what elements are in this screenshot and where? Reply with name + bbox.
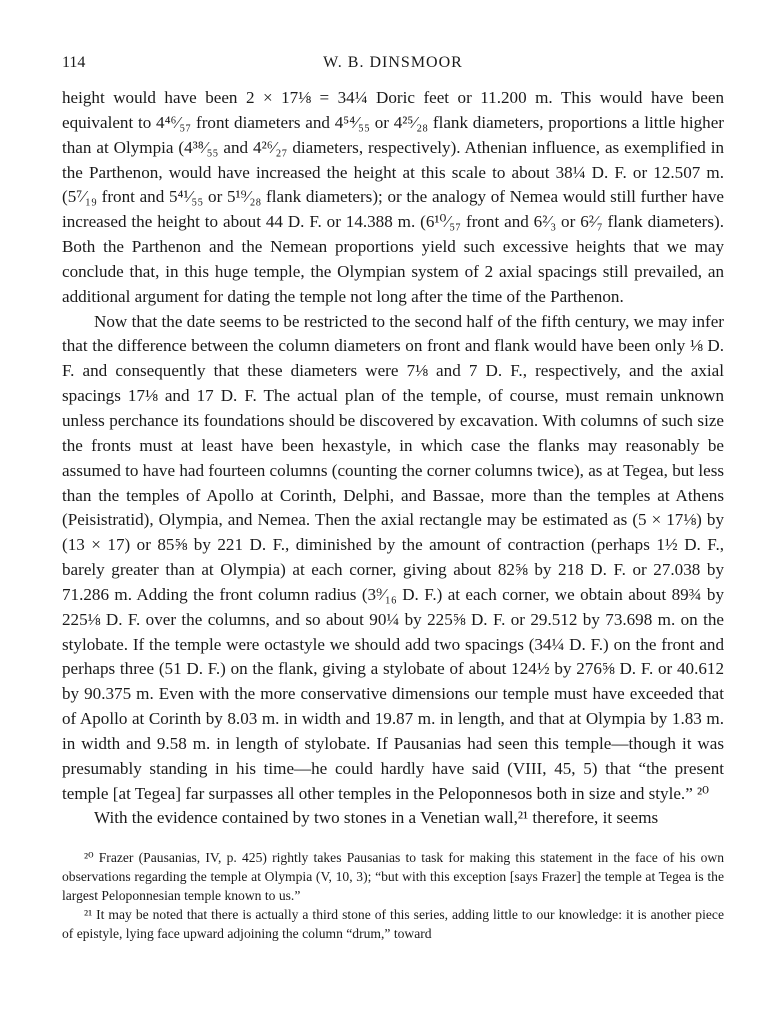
page-number: 114 [62,54,86,71]
footnote-20: ²⁰ Frazer (Pausanias, IV, p. 425) rightly takes Pausanias to task for making this statement in the face of his own observations regarding the temple at Olympia (V, 10, 3); “but with this exception [says Frazer] the temple at Tegea is the largest Peloponnesian temple known to us.” [62,850,724,904]
running-head: W. B. DINSMOOR [323,54,463,71]
paragraph-3: With the evidence contained by two stones in a Venetian wall,²¹ therefore, it seems [94,808,659,828]
paragraph-1: height would have been 2 × 17⅛ = 34¼ Doric feet or 11.200 m. This would have been equivalent to 4⁴⁶⁄₅₇ front diameters and 4⁵⁴⁄₅₅ or 4²⁵⁄₂₈ flank diameters, proportions a little higher than at Olympia (4³⁸⁄₅₅ and 4²⁶⁄₂₇ diameters, respectively). Athenian influence, as exemplified in the Parthenon, would have increased the height at this scale to about 38¼ D. F. or 12.507 m. (5⁷⁄₁₉ front and 5⁴¹⁄₅₅ or 5¹⁹⁄₂₈ flank diameters); or the analogy of Nemea would still further have increased the height to about 44 D. F. or 14.388 m. (6¹⁰⁄₅₇ front and 6²⁄₃ or 6²⁄₇ flank diameters). Both the Parthenon and the Nemean proportions yield such excessive heights that we may conclude that, in this huge temple, the Olympian system of 2 axial spacings still prevailed, an additional argument for dating the temple not long after the time of the Parthenon. [62,88,724,306]
page-header [62,54,724,78]
body-text [62,86,724,831]
paragraph-2: Now that the date seems to be restricted to the second half of the fifth century, we may infer that the difference between the column diameters on front and flank would have been only ⅛ D. F. and consequently that these diameters were 7⅛ and 7 D. F., respectively, and the axial spacings 17⅛ and 17 D. F. The actual plan of the temple, of course, must remain unknown unless perchance its foundations should be discovered by excavation. With columns of such size the fronts must at least have been hexastyle, in which case the flanks may reasonably be assumed to have had fourteen columns (counting the corner columns twice), as at Tegea, but less than the temples of Apollo at Corinth, Delphi, and Bassae, more than the temples at Athens (Peisistratid), Olympia, and Nemea. Then the axial rectangle may be estimated as (5 × 17⅛) by (13 × 17) or 85⅝ by 221 D. F., diminished by the amount of contraction (perhaps 1½ D. F., barely greater than at Olympia) at each corner, giving about 82⅝ by 218 D. F. or 27.038 by 71.286 m. Adding the front column radius (3⁹⁄₁₆ D. F.) at each corner, we obtain about 89¾ by 225⅛ D. F. over the columns, and so about 90¼ by 225⅝ D. F. or 29.512 by 73.698 m. on the stylobate. If the temple were octastyle we should add two spacings (34¼ D. F.) on the front and perhaps three (51 D. F.) on the flank, giving a stylobate of about 124½ by 276⅝ D. F. or 40.612 by 90.375 m. Even with the more conservative dimensions our temple must have exceeded that of Apollo at Corinth by 8.03 m. in width and 19.87 m. in length, and that at Olympia by 1.83 m. in width and 9.58 m. in length of stylobate. If Pausanias had seen this temple—though it was presumably standing in his time—he could hardly have said (VIII, 45, 5) that “the present temple [at Tegea] far surpasses all other temples in the Peloponnesos both in size and style.” ²⁰ [62,311,724,803]
footnote-21: ²¹ It may be noted that there is actually a third stone of this series, adding little to our knowledge: it is another piece of epistyle, lying face upward adjoining the column “drum,” toward [62,907,724,941]
page [62,54,724,944]
footnotes [62,849,724,944]
